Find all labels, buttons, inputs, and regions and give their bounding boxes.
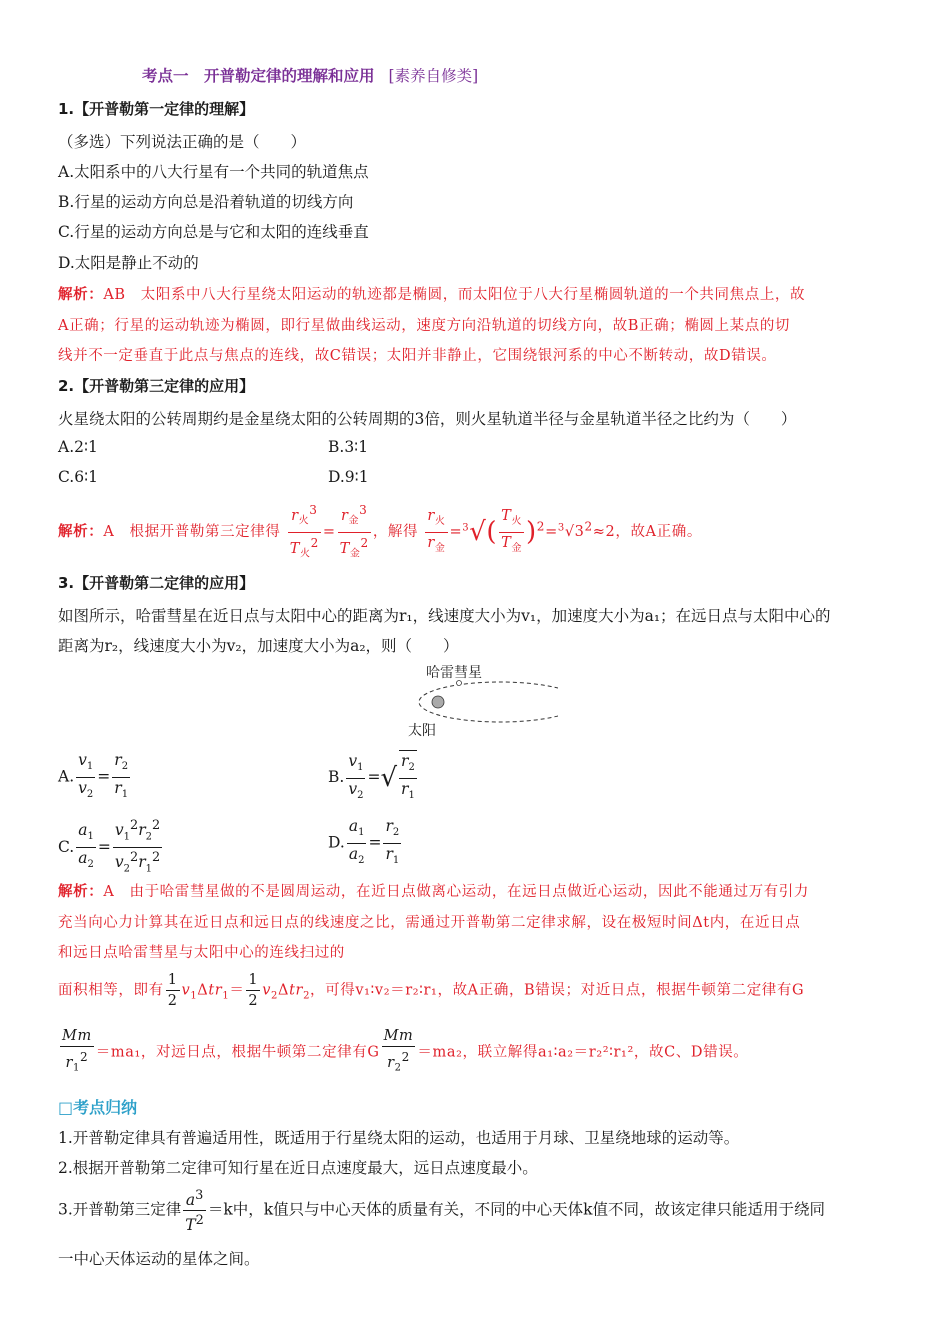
q1-answer-line-2: A正确；行星的运动轨迹为椭圆，即行星做曲线运动，速度方向沿轨道的切线方向，故B正确；椭圆上某点的切 [58,318,791,334]
formula-kepler3-venus: $\frac{r_金^3}{T_金^2}$ [338,500,371,564]
q3-stem-line-2: 距离为r₂，线速度大小为v₂，加速度大小为a₂，则（ ） [58,637,459,655]
q1-option-d: D.太阳是静止不动的 [58,254,199,272]
sun-circle [432,696,444,708]
q3-option-b: B. $\frac{v_1}{v_2}$ =√ $\frac{r_2}{r_1}$ [328,750,419,806]
q3-answer-line-3: 和远日点哈雷彗星与太阳中心的连线扫过的 [58,945,345,961]
q1-stem: （多选）下列说法正确的是（ ） [58,133,307,151]
q2-option-c: C.6∶1 [58,468,98,486]
q1-option-c: C.行星的运动方向总是与它和太阳的连线垂直 [58,223,369,241]
formula-period-ratio: $\frac{T_火}{T_金}$ [501,507,523,554]
q3-answer-line-2: 充当向心力计算其在近日点和远日点的线速度之比，需通过开普勒第二定律求解，设在极短时间Δt内，在近日点 [58,915,801,931]
summary-item-1: 1.开普勒定律具有普遍适用性，既适用于行星绕太阳的运动，也适用于月球、卫星绕地球的运动等。 [58,1129,740,1147]
summary-title: □考点归纳 [58,1098,138,1117]
summary-item-3-cont: 一中心天体运动的星体之间。 [58,1250,260,1268]
formula-kepler3-mars: $\frac{r_火^3}{T_火^2}$ [288,500,321,564]
q3-answer-line-4: 面积相等，即有 $\frac{1}{2}$ $v_1\Delta tr_1=$ $\frac{1}{2}$ $v_2\Delta tr_2$，可得v₁∶v₂＝r₂∶r₁，故A正确，B错误；对近日点，根据牛顿第二定律有G [58,972,805,1009]
q1-answer-line-1: 解析：AB 太阳系中八大行星绕太阳运动的轨迹都是椭圆，而太阳位于八大行星椭圆轨道的一个共同焦点上，故 [58,287,806,303]
q3-option-a: A. $\frac{v_1}{v_2}$ = $\frac{r_2}{r_1}$ [58,751,129,801]
q2-title: 2.【开普勒第三定律的应用】 [58,377,255,395]
q3-answer-line-5: $\frac{Mm}{r_1^2}$ ＝ma₁，对远日点，根据牛顿第二定律有G $\frac{Mm}{r_2^2}$ ＝ma₂，联立解得a₁∶a₂＝r₂²∶r₁²，故C、D错误。 [62,1028,749,1074]
q1-option-a: A.太阳系中的八大行星有一个共同的轨道焦点 [58,163,369,181]
section-tag: [素养自修类] [388,67,479,85]
summary-item-3: 3.开普勒第三定律 $\frac{a^3}{T^2}$ ＝k中，k值只与中心天体的质量有关，不同的中心天体k值不同，故该定律只能适用于绕同 [58,1188,826,1235]
label-comet: 哈雷彗星 [426,665,482,681]
q2-option-b: B.3∶1 [328,438,369,456]
q1-answer-line-3: 线并不一定垂直于此点与焦点的连线，故C错误；太阳并非静止，它围绕银河系的中心不断转动，故D错误。 [58,348,777,364]
section-title: 考点一 开普勒定律的理解和应用 [142,67,375,85]
q3-title: 3.【开普勒第二定律的应用】 [58,574,255,592]
q3-option-d: D. $\frac{a_1}{a_2}$ = $\frac{r_2}{r_1}$ [328,817,400,867]
q1-title: 1.【开普勒第一定律的理解】 [58,100,255,118]
q2-answer: 解析：A 根据开普勒第三定律得 $\frac{r_火^3}{T_火^2}$ = $\frac{r_金^3}{T_金^2}$ ，解得 $\frac{r_火}{r_金}$ =$^3$√( $\frac{T_火}{T_金}$ )$^2=^3√3^2\approx 2$，故A正确。 [58,500,702,564]
summary-item-2: 2.根据开普勒第二定律可知行星在近日点速度最大，远日点速度最小。 [58,1159,538,1177]
label-sun: 太阳 [408,723,436,739]
section-heading [142,64,478,86]
formula-radius-ratio: $\frac{r_火}{r_金}$ [427,507,446,554]
q3-answer-line-1: 解析：A 由于哈雷彗星做的不是圆周运动，在近日点做离心运动，在远日点做近心运动，因此不能通过万有引力 [58,884,809,900]
answer-label: 解析： [58,287,104,303]
q2-stem: 火星绕太阳的公转周期约是金星绕太阳的公转周期的3倍，则火星轨道半径与金星轨道半径之比约为（ ） [58,410,797,428]
q3-option-c: C. $\frac{a_1}{a_2}$ = $\frac{v_1^2r_2^2}{v_2^2r_1^2}$ [58,818,161,875]
q3-stem-line-1: 如图所示，哈雷彗星在近日点与太阳中心的距离为r₁，线速度大小为v₁，加速度大小为a₁；在远日点与太阳中心的 [58,607,831,625]
q2-option-a: A.2∶1 [58,438,98,456]
q1-option-b: B.行星的运动方向总是沿着轨道的切线方向 [58,193,354,211]
q2-option-d: D.9∶1 [328,468,369,486]
